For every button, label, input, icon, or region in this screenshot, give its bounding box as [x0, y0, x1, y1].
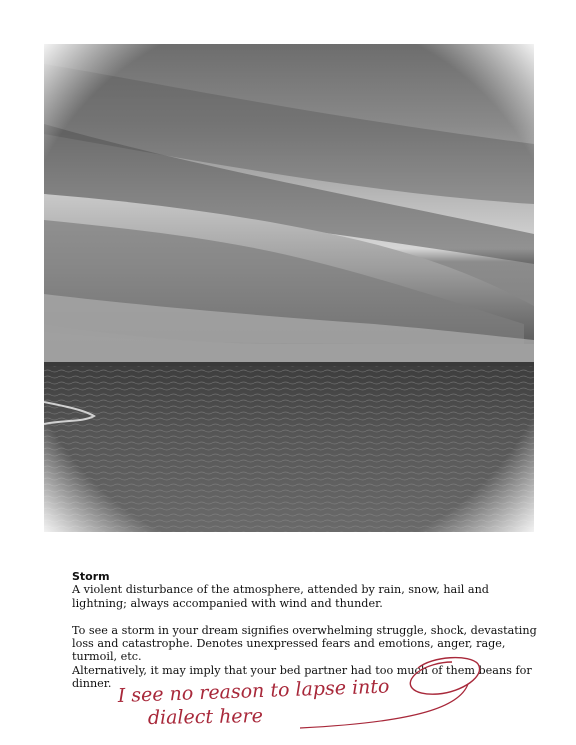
- meaning-line: To see a storm in your dream signifies overwhelming struggle, shock, devastating: [72, 623, 537, 637]
- handwriting-line-1: I see no reason to lapse into: [117, 675, 390, 707]
- dream-dictionary-entry: [72, 570, 542, 691]
- definition-line: A violent disturbance of the atmosphere, attended by rain, snow, hail and: [72, 583, 489, 597]
- storm-over-sea-photo: [44, 44, 534, 532]
- meaning-line: loss and catastrophe. Denotes unexpressed fears and emotions, anger, rage,: [72, 637, 506, 651]
- entry-title: Storm: [72, 570, 110, 583]
- alternative-line: Alternatively, it may imply that your bed partner had too much of them beans for: [72, 663, 532, 677]
- storm-photo: [44, 44, 534, 532]
- alternative-line: dinner.: [72, 677, 112, 691]
- definition-line: lightning; always accompanied with wind and thunder.: [72, 596, 383, 610]
- handwriting-line-2: dialect here: [147, 704, 264, 729]
- meaning-line: turmoil, etc.: [72, 650, 142, 664]
